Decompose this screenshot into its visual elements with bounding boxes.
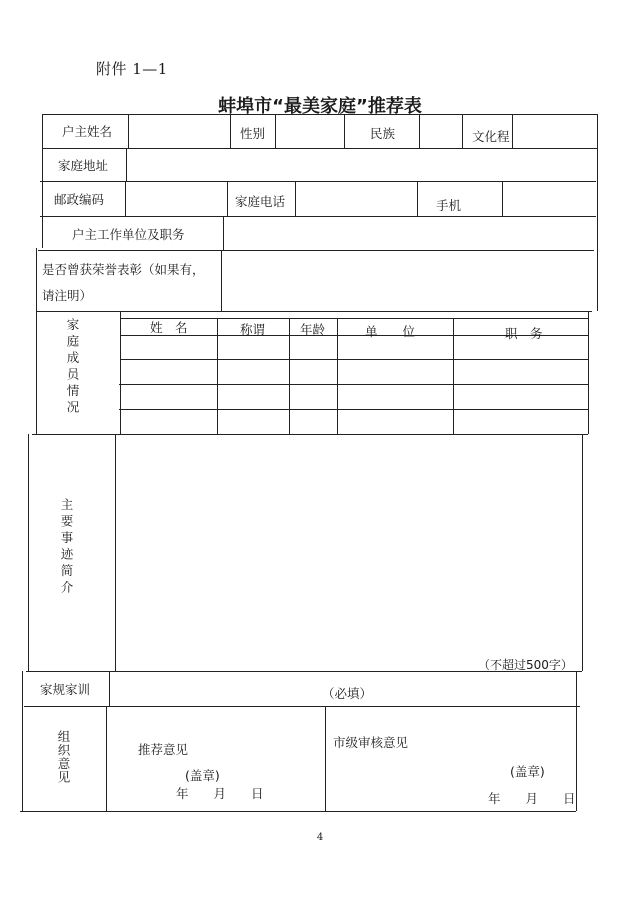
table-border-right <box>576 671 577 811</box>
address-label: 家庭地址 <box>58 158 109 173</box>
education-label: 文化程 <box>472 129 510 144</box>
main-deeds-section-label: 主要事迹简介 <box>59 498 74 597</box>
table-border-right <box>588 311 589 434</box>
postcode-label: 邮政编码 <box>54 192 105 207</box>
page-number: 4 <box>316 832 324 843</box>
member-row-line <box>120 359 588 360</box>
mobile-label: 手机 <box>436 198 462 213</box>
cell-divider <box>128 114 129 148</box>
cell-divider <box>502 181 503 216</box>
member-name-header: 姓 名 <box>150 320 188 335</box>
city-date-label: 年 月 日 <box>488 791 576 806</box>
cell-divider <box>325 706 326 811</box>
honors-label-line1: 是否曾获荣誉表彰（如果有， <box>42 262 205 277</box>
cell-divider <box>337 318 338 434</box>
row-divider <box>24 706 580 707</box>
cell-divider <box>120 311 121 434</box>
attachment-label: 附件 1—1 <box>96 60 168 78</box>
member-position-header: 职 务 <box>505 326 543 341</box>
householder-name-label: 户主姓名 <box>62 124 113 139</box>
table-border-bottom <box>20 811 576 812</box>
ethnicity-label: 民族 <box>370 126 396 141</box>
table-border-top <box>42 114 598 115</box>
gender-label: 性别 <box>240 126 266 141</box>
home-phone-label: 家庭电话 <box>235 194 286 209</box>
cell-divider <box>126 148 127 181</box>
cell-divider <box>109 671 110 706</box>
member-row-line <box>119 384 588 385</box>
member-title-header: 称谓 <box>240 322 266 337</box>
table-border-left <box>22 671 23 811</box>
recommend-seal-label: (盖章) <box>185 768 220 783</box>
cell-divider <box>217 318 218 434</box>
member-row-line <box>119 409 588 410</box>
word-limit-note: （不超过500字） <box>478 658 573 672</box>
cell-divider <box>417 181 418 216</box>
table-border-right <box>597 114 598 311</box>
member-age-header: 年龄 <box>300 322 326 337</box>
row-divider <box>40 216 596 217</box>
city-seal-label: (盖章) <box>510 764 545 779</box>
cell-divider <box>419 114 420 148</box>
family-rules-label: 家规家训 <box>40 682 91 697</box>
work-unit-label: 户主工作单位及职务 <box>72 227 185 242</box>
row-divider <box>40 181 596 182</box>
cell-divider <box>227 181 228 216</box>
cell-divider <box>230 114 231 148</box>
honors-label-line2: 请注明） <box>42 288 93 303</box>
table-border-left <box>28 434 29 672</box>
cell-divider <box>344 114 345 148</box>
cell-divider <box>223 216 224 250</box>
cell-divider <box>289 318 290 434</box>
cell-divider <box>125 181 126 216</box>
table-border-right <box>582 434 583 671</box>
cell-divider <box>512 114 513 148</box>
cell-divider <box>115 434 116 671</box>
cell-divider <box>295 181 296 216</box>
family-rules-required-note: （必填） <box>322 686 373 701</box>
row-divider <box>38 250 594 251</box>
organization-opinion-section-label: 组织意见 <box>56 730 71 784</box>
table-border-left <box>42 114 43 248</box>
member-unit-header: 单 位 <box>365 324 416 339</box>
family-members-section-label: 家庭成员情况 <box>65 318 80 417</box>
member-header-top <box>120 318 588 319</box>
recommend-opinion-label: 推荐意见 <box>138 742 189 757</box>
cell-divider <box>462 114 463 148</box>
cell-divider <box>453 318 454 434</box>
recommend-date-label: 年 月 日 <box>176 786 264 801</box>
city-review-opinion-label: 市级审核意见 <box>333 735 409 750</box>
cell-divider <box>106 706 107 811</box>
cell-divider <box>221 250 222 311</box>
form-title: 蚌埠市“最美家庭”推荐表 <box>218 96 422 117</box>
cell-divider <box>275 114 276 148</box>
table-border-left <box>36 248 37 434</box>
